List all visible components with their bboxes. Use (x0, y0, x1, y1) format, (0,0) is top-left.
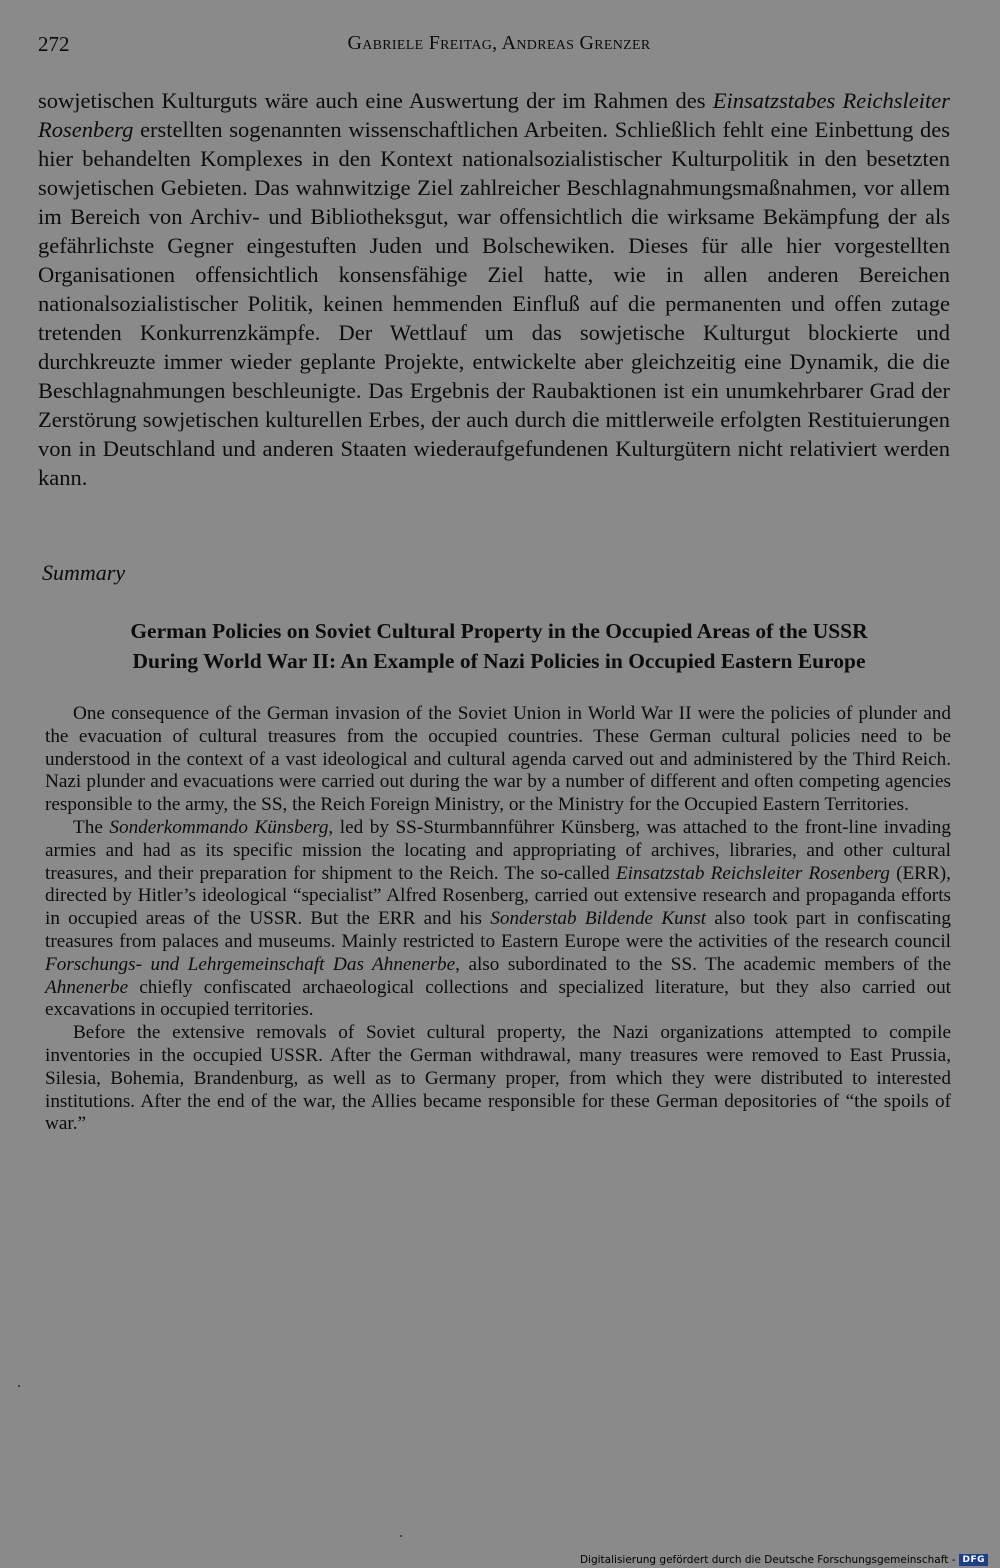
text-run: The (73, 816, 110, 838)
text-run: Before the extensive removals of Soviet cultural property, the Nazi organizations attempted to compile inventories in the occupied USSR. After the German withdrawal, many treasures were removed to East Prussia, Silesia, Bohemia, Brandenburg, as well as to Germany proper, from which they were distributed to interested institutions. After the end of the war, the Allies became responsible for these German depositories of “the spoils of war.” (45, 1022, 951, 1135)
text-run: chiefly confiscated archaeological collections and specialized literature, but they also carried out excavations in occupied territories. (45, 976, 951, 1021)
summary-paragraph-1 (45, 703, 951, 817)
text-run: (ERR), directed by Hitler’s ideological “specialist” Alfred Rosenberg, carried out extensive research and propaganda efforts in occupied areas of the USSR. But the ERR and his (45, 862, 951, 930)
summary-title-line-2: During World War II: An Example of Nazi Policies in Occupied Eastern Europe (132, 649, 866, 673)
text-run: erstellten sogenannten wissenschaftlichen Arbeiten. Schließlich fehlt eine Einbettung des hier behandelten Komplexes in den Kontext nationalsozialistischer Kulturpolitik in den besetzten sowjetischen Gebieten. Das wahnwitzige Ziel zahlreicher Beschlagnahmungsmaßnahmen, vor allem im Bereich von Archiv- und Bibliotheksgut, war offensichtlich die wirksame Bekämpfung der als gefährlichste Gegner eingestuften Juden und Bolschewiken. Dieses für alle hier vorgestellten Organisationen offensichtlich konsensfähige Ziel hatte, wie in allen anderen Bereichen nationalsozialistischer Politik, keinen hemmenden Einfluß auf die permanenten und offen zutage tretenden Konkurrenzkämpfe. Der Wettlauf um das sowjetische Kulturgut blockierte und durchkreuzte immer wieder geplante Projekte, entwickelte aber gleichzeitig eine Dynamik, die die Beschlagnahmungen beschleunigte. Das Ergebnis der Raubaktionen ist ein unumkehrbarer Grad der Zerstörung sowjetischen kulturellen Erbes, der auch durch die mittlerweile erfolgten Restituierungen von in Deutschland und anderen Staaten wiederaufgefundenen Kulturgütern nicht relativiert werden kann. (38, 117, 950, 490)
text-run: , led by SS-Sturmbannführer Künsberg, was attached to the front-line invading armies and had as its specific mission the locating and appropriating of archives, libraries, and other cultural treasures, and their preparation for shipment to the Reich. The so-called (45, 816, 951, 884)
german-body-text (38, 86, 950, 492)
summary-title-line-1: German Policies on Soviet Cultural Property in the Occupied Areas of the USSR (130, 619, 868, 643)
summary-paragraph-2 (45, 817, 951, 1022)
summary-label: Summary (42, 560, 126, 585)
page-header (38, 32, 960, 62)
italic-run: Einsatzstab Reichsleiter Rosenberg (615, 862, 890, 884)
text-run: also took part in confiscating treasures from palaces and museums. Mainly restricted to Eastern Europe were the activities of the research council (45, 908, 951, 952)
summary-paragraph-3 (45, 1022, 951, 1136)
footer-text: Digitalisierung gefördert durch die Deutsche Forschungsgemeinschaft - (579, 1554, 956, 1566)
running-head: Gabriele Freitag, Andreas Grenzer (347, 32, 651, 54)
text-run: One consequence of the German invasion of the Soviet Union in World War II were the policies of plunder and the evacuation of cultural treasures from the occupied countries. These German cultural policies need to be understood in the context of a vast ideological and cultural agenda carved out and administered by the Third Reich. Nazi plunder and evacuations were carried out during the war by a number of different and often competing agencies responsible to the army, the SS, the Reich Foreign Ministry, or the Ministry for the Occupied Eastern Territories. (45, 703, 951, 816)
italic-run: Forschungs- und Lehrgemeinschaft Das Ahnenerbe (45, 953, 456, 975)
italic-run: Einsatzstabes Reichsleiter Rosenberg (38, 88, 950, 142)
italic-run: Ahnenerbe (45, 976, 129, 998)
text-run: sowjetischen Kulturguts wäre auch eine Auswertung der im Rahmen des (38, 88, 713, 113)
scan-speck (400, 1535, 402, 1537)
italic-run: Sonderstab Bildende Kunst (490, 908, 707, 930)
italic-run: Sonderkommando Künsberg (109, 816, 329, 838)
digitization-footer (580, 1554, 988, 1566)
page-number: 272 (38, 32, 70, 56)
german-paragraph (38, 86, 950, 492)
summary-body (45, 703, 951, 1136)
summary-title (38, 616, 960, 676)
dfg-logo: DFG (959, 1554, 988, 1566)
text-run: , also subordinated to the SS. The academic members of the (455, 953, 951, 975)
scan-speck (18, 1385, 20, 1387)
